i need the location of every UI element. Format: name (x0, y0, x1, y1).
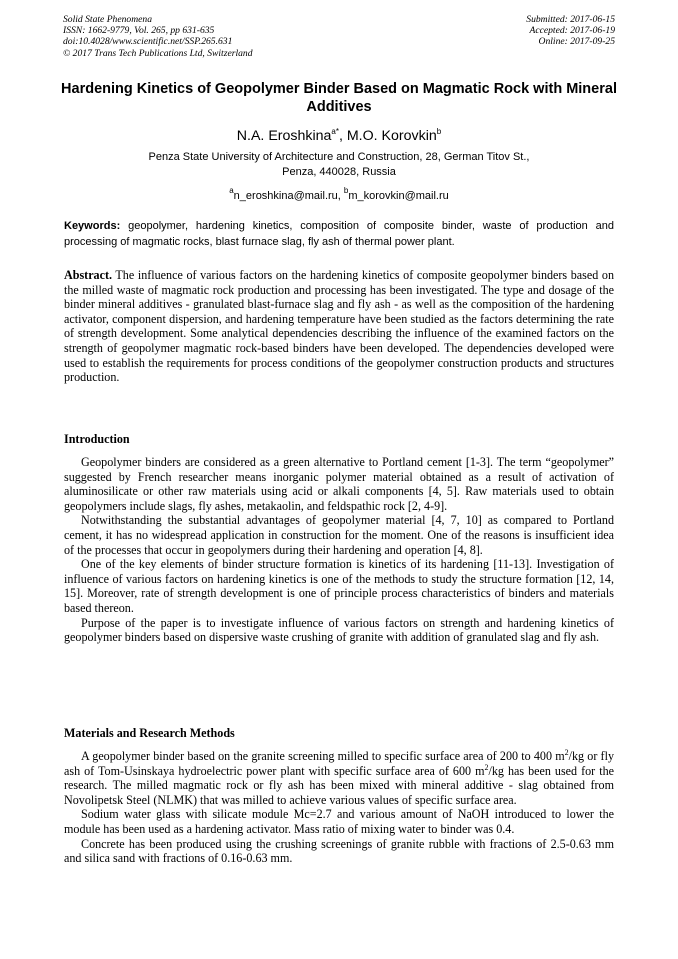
superscript: 2 (564, 748, 569, 757)
affiliation-line: Penza State University of Architecture and Construction, 28, German Titov St., (148, 151, 530, 163)
email-superscript: b (343, 186, 349, 195)
section-heading: Materials and Research Methods (64, 726, 235, 740)
email-superscript: a (229, 186, 234, 195)
superscript: 2 (484, 762, 489, 772)
author-emails (60, 184, 618, 203)
methods-body (64, 749, 614, 866)
paragraph (64, 749, 614, 807)
author-separator: , (338, 128, 347, 144)
email: m_korovkin@mail.ru (348, 190, 449, 202)
journal-info (63, 14, 253, 59)
text-run: /kg or fly ash of Tom-Usinskaya hydroelectric power plant with specific surface area of 600 m (64, 749, 614, 778)
paragraph: Concrete has been produced using the crushing screenings of granite rubble with fractions of 2.5-0.63 mm and silica sand with fractions of 0.16-0.63 mm. (64, 836, 614, 866)
publication-dates (526, 14, 615, 48)
issn-line: ISSN: 1662-9779, Vol. 265, pp 631-635 (63, 25, 215, 37)
text-run: /kg has been used for the research. The milled magmatic rock or fly ash has been mixed with mineral additive - slag obtained from Novolipetsk Steel (NLMK) that was milled to achieve various values of specific surface area. (64, 763, 614, 807)
paragraph: Purpose of the paper is to investigate influence of various factors on strength and hardening kinetics of geopolymer binders based on dispersive waste crushing of granite with addition of granulated slag and fly ash. (64, 615, 614, 645)
abstract-label: Abstract. (64, 268, 113, 282)
keywords-label: Keywords: (64, 220, 121, 232)
abstract (64, 268, 614, 385)
paragraph: Notwithstanding the substantial advantages of geopolymer material [4, 7, 10] as compared to Portland cement, it has no widespread application in construction for the moment. One of the reasons is insufficient idea of the processes that occur in geopolymers during their hardening and operation [4, 8]. (64, 513, 614, 557)
author-superscript: a* (331, 127, 339, 136)
author-name: N.A. Eroshkina (236, 128, 332, 144)
doi-line: doi:10.4028/www.scientific.net/SSP.265.631 (63, 36, 233, 48)
author-list (60, 123, 618, 145)
affiliation-line: Penza, 440028, Russia (282, 166, 396, 178)
affiliation (60, 150, 618, 180)
paragraph: Geopolymer binders are considered as a green alternative to Portland cement [1-3]. The term “geopolymer” suggested by French researcher means inorganic polymer material obtained as a result of activation of aluminosilicate or other raw materials using acid or alkali components [4, 5]. Raw materials used to obtain geopolymers include slags, fly ashes, metakaolin, and feldspathic rock [2, 4-9]. (64, 455, 614, 513)
email: n_eroshkina@mail.ru, (233, 190, 344, 202)
keywords (64, 219, 614, 250)
text-run: A geopolymer binder based on the granite screening milled to specific surface area of 200 to 400 m (81, 749, 565, 763)
author-name: M.O. Korovkin (346, 128, 437, 144)
introduction-body (64, 455, 614, 645)
paper-title: Hardening Kinetics of Geopolymer Binder Based on Magmatic Rock with Mineral Additives (61, 81, 617, 115)
abstract-text: The influence of various factors on the hardening kinetics of composite geopolymer binders based on the milled waste of magmatic rock production and processing has been investigated. The type and dosage of the binder mineral additives - granulated blast-furnace slag and fly ash - as well as the composition of the hardening activator, component dispersion, and hardening temperature have been studied as the factors determining the rate of strength development. Some analytical dependencies describing the influence of the examined factors on the strength of geopolymer magmatic rock-based binders have been developed. The dependencies developed were used to establish the requirements for process conditions of the geopolymer construction products and structures production. (64, 268, 614, 385)
submitted-date: Submitted: 2017-06-15 (526, 14, 615, 25)
journal-name: Solid State Phenomena (63, 14, 152, 25)
keywords-text: geopolymer, hardening kinetics, composition of composite binder, waste of production and processing of magmatic rocks, blast furnace slag, fly ash of thermal power plant. (64, 220, 614, 248)
accepted-date: Accepted: 2017-06-19 (529, 25, 615, 37)
copyright-line: © 2017 Trans Tech Publications Ltd, Switzerland (63, 47, 253, 59)
paragraph: One of the key elements of binder structure formation is kinetics of its hardening [11-13]. Investigation of influence of various factors on hardening kinetics is one of the methods to study the structure formation [12, 14, 15]. Moreover, rate of strength development is one of principle process characteristics of binders and materials based thereon. (64, 557, 614, 615)
online-date: Online: 2017-09-25 (538, 36, 615, 48)
section-heading: Introduction (64, 432, 130, 446)
paragraph: Sodium water glass with silicate module Mc=2.7 and various amount of NaOH introduced to lower the module has been used as a hardening activator. Mass ratio of mixing water to binder was 0.4. (64, 807, 614, 836)
author-superscript: b (436, 127, 442, 136)
